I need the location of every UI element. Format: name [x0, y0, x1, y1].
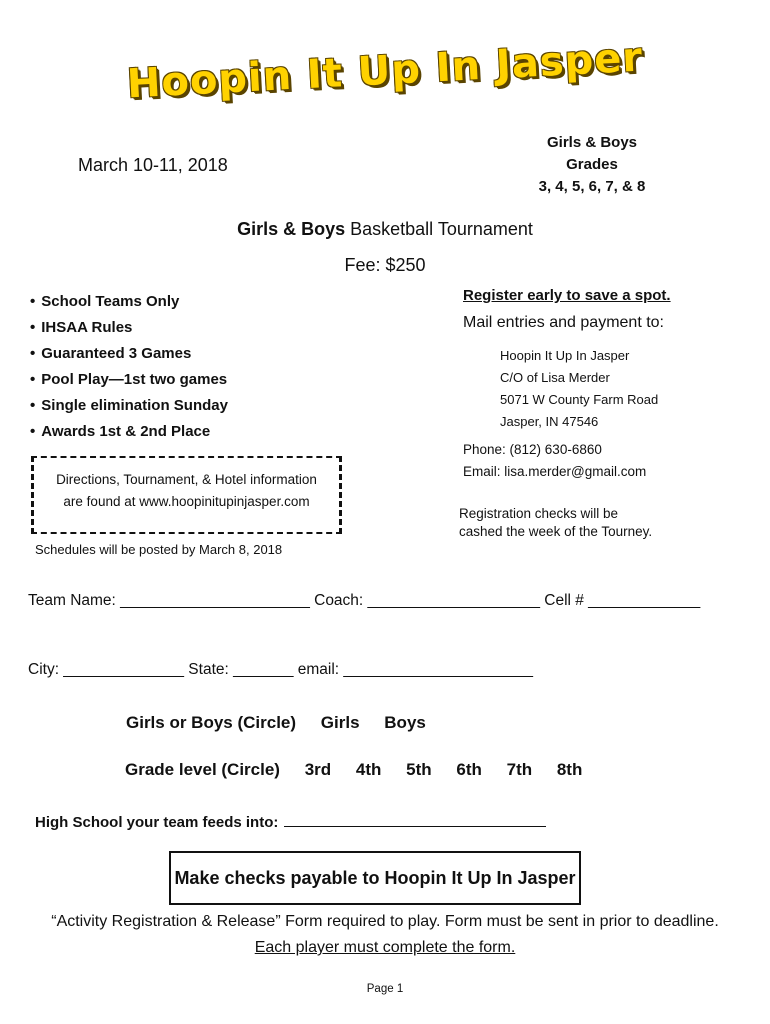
grade-selection [125, 760, 602, 780]
subtitle [0, 219, 770, 240]
address-line: Jasper, IN 47546 [500, 414, 599, 429]
option-girls[interactable]: Girls [320, 713, 360, 732]
grade-option[interactable]: 7th [506, 760, 533, 779]
subtitle-rest: Basketball Tournament [345, 219, 533, 239]
list-item: • School Teams Only [30, 292, 228, 318]
grade-option[interactable]: 3rd [304, 760, 332, 779]
list-item: • Single elimination Sunday [30, 396, 228, 422]
grade-option[interactable]: 6th [456, 760, 482, 779]
subtitle-bold: Girls & Boys [237, 219, 346, 239]
gender-label: Girls or Boys (Circle) [126, 713, 297, 732]
contact-info [463, 439, 646, 483]
gender-selection [126, 713, 446, 733]
list-item: • Guaranteed 3 Games [30, 344, 228, 370]
fee: Fee: $250 [344, 255, 426, 275]
checks-payable-box: Make checks payable to Hoopin It Up In Jasper [169, 851, 581, 905]
grade-label: Grade level (Circle) [125, 760, 280, 779]
info-line: Directions, Tournament, & Hotel information [56, 472, 317, 487]
grades-info [512, 132, 672, 198]
address-line: C/O of Lisa Merder [500, 370, 610, 385]
schedules-note: Schedules will be posted by March 8, 2018 [35, 542, 283, 557]
phone: Phone: (812) 630-6860 [463, 442, 602, 457]
grades-line: Girls & Boys [546, 134, 638, 151]
grades-line: Grades [566, 156, 618, 173]
event-date: March 10-11, 2018 [78, 155, 228, 175]
mail-to-label: Mail entries and payment to: [463, 314, 664, 331]
team-info-fields[interactable]: Team Name: ______________________ Coach: ____________________ Cell # _____________ [28, 592, 701, 609]
email: Email: lisa.merder@gmail.com [463, 464, 647, 479]
page-title: Hoopin It Up In Jasper [125, 34, 645, 108]
address-line: Hoopin It Up In Jasper [500, 348, 630, 363]
grade-option[interactable]: 4th [355, 760, 382, 779]
register-note: Register early to save a spot. [463, 287, 671, 304]
list-item: • Awards 1st & 2nd Place [30, 422, 228, 448]
each-player-note: Each player must complete the form. [254, 939, 516, 956]
high-school-label: High School your team feeds into: [35, 814, 279, 831]
rules-list [30, 292, 228, 448]
page-number: Page 1 [366, 983, 404, 995]
high-school-blank[interactable] [284, 812, 546, 827]
grades-line: 3, 4, 5, 6, 7, & 8 [538, 178, 646, 195]
list-item: • IHSAA Rules [30, 318, 228, 344]
address-line: 5071 W County Farm Road [500, 392, 659, 407]
option-boys[interactable]: Boys [384, 713, 426, 732]
grade-option[interactable]: 5th [406, 760, 432, 779]
registration-checks-note [459, 505, 652, 541]
location-fields[interactable]: City: ______________ State: _______ email: ______________________ [28, 661, 534, 678]
high-school-field[interactable] [35, 812, 546, 831]
info-line: are found at www.hoopinitupinjasper.com [63, 494, 310, 509]
info-box [31, 469, 342, 513]
note-line: cashed the week of the Tourney. [459, 524, 653, 539]
note-line: Registration checks will be [459, 506, 619, 521]
activity-form-note: “Activity Registration & Release” Form required to play. Form must be sent in prior to deadline. [51, 913, 719, 930]
mailing-address [500, 345, 658, 433]
list-item: • Pool Play—1st two games [30, 370, 228, 396]
grade-option[interactable]: 8th [556, 760, 583, 779]
